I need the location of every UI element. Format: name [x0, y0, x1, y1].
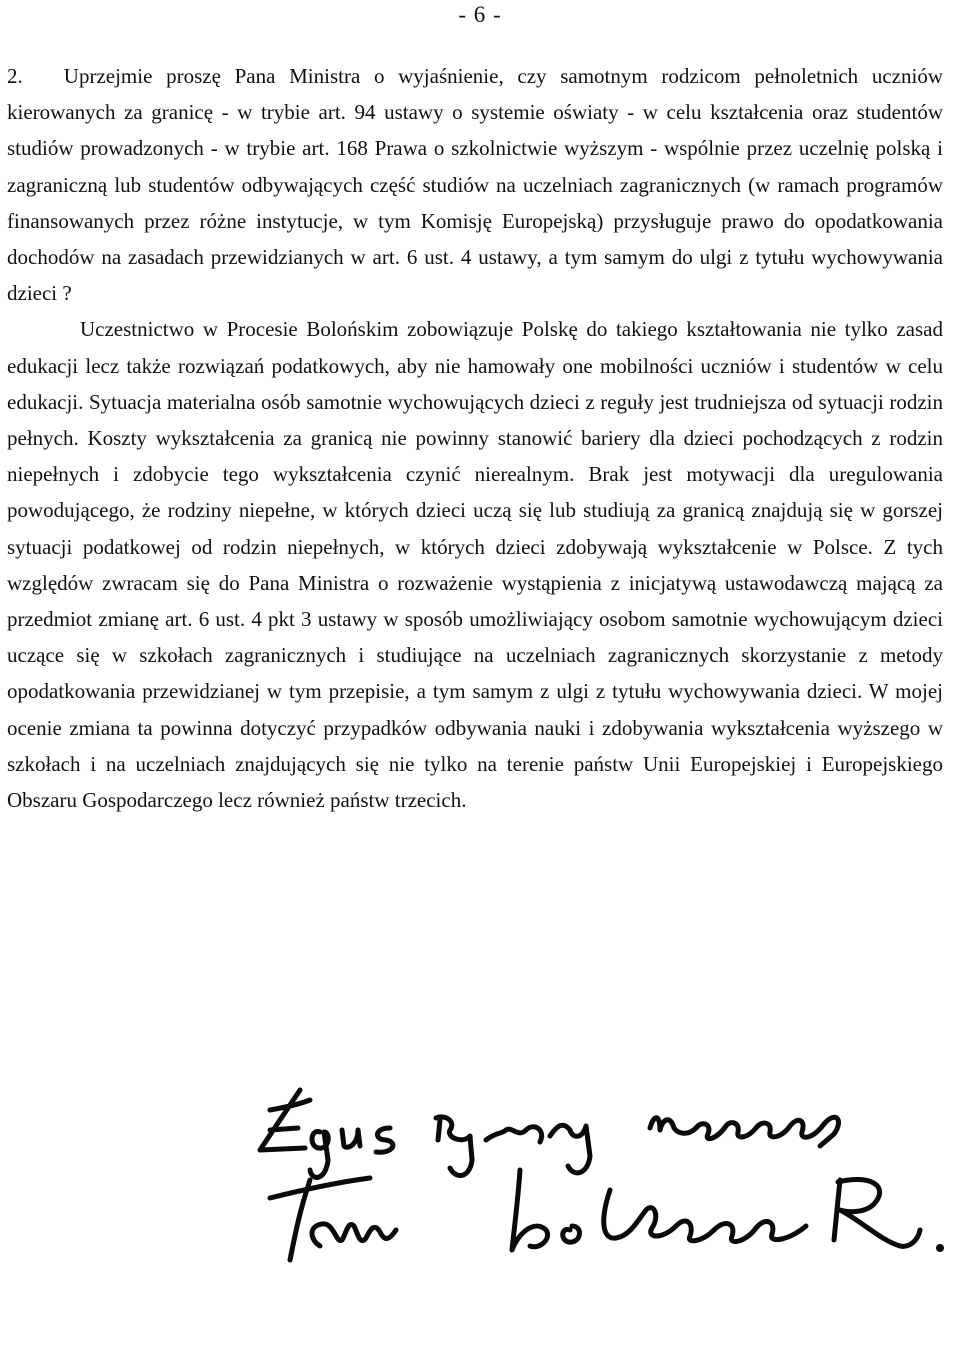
question-paragraph: 2. Uprzejmie proszę Pana Ministra o wyjaśnienie, czy samotnym rodzicom pełnoletnich uczniów kierowanych za granicę - w trybie art. 94 ustawy o systemie oświaty - w celu kształcenia oraz studentów studiów prowadzonych - w trybie art. 168 Prawa o szkolnictwie wyższym - wspólnie przez uczelnię polską i zagraniczną lub studentów odbywających część studiów na uczelniach zagranicznych (w ramach programów finansowanych przez różne instytucje, w tym Komisję Europejską) przysługuje prawo do opodatkowania dochodów na zasadach przewidzianych w art. 6 ust. 4 ustawy, a tym samym do ulgi z tytułu wychowywania dzieci ? [7, 64, 943, 306]
handwritten-signature [250, 1070, 950, 1280]
document-body [7, 58, 943, 818]
page-number: - 6 - [458, 2, 502, 27]
signature-drawing [250, 1070, 950, 1280]
justification-paragraph: Uczestnictwo w Procesie Bolońskim zobowiązuje Polskę do takiego kształtowania nie tylko zasad edukacji lecz także rozwiązań podatkowych, aby nie hamowały one mobilności uczniów i studentów w celu edukacji. Sytuacja materialna osób samotnie wychowujących dzieci z reguły jest trudniejsza od sytuacji rodzin pełnych. Koszty wykształcenia za granicą nie powinny stanowić bariery dla dzieci pochodzących z rodzin niepełnych i zdobycie tego wykształcenia czynić nierealnym. Brak jest motywacji dla uregulowania powodującego, że rodziny niepełne, w których dzieci uczą się lub studiują za granicą znajdują się w gorszej sytuacji podatkowej od rodzin niepełnych, w których dzieci zdobywają wykształcenie w Polsce. Z tych względów zwracam się do Pana Ministra o rozważenie wystąpienia z inicjatywą ustawodawczą mającą za przedmiot zmianę art. 6 ust. 4 pkt 3 ustawy w sposób umożliwiający osobom samotnie wychowującym dzieci uczące się w szkołach zagranicznych i studiujące na uczelniach zagranicznych skorzystanie z metody opodatkowania przewidzianej w tym przepisie, a tym samym z ulgi z tytułu wychowywania dzieci. W mojej ocenie zmiana ta powinna dotyczyć przypadków odbywania nauki i zdobywania wykształcenia wyższego w szkołach i na uczelniach znajdujących się nie tylko na terenie państw Unii Europejskiej i Europejskiego Obszaru Gospodarczego lecz również państw trzecich. [7, 317, 943, 813]
